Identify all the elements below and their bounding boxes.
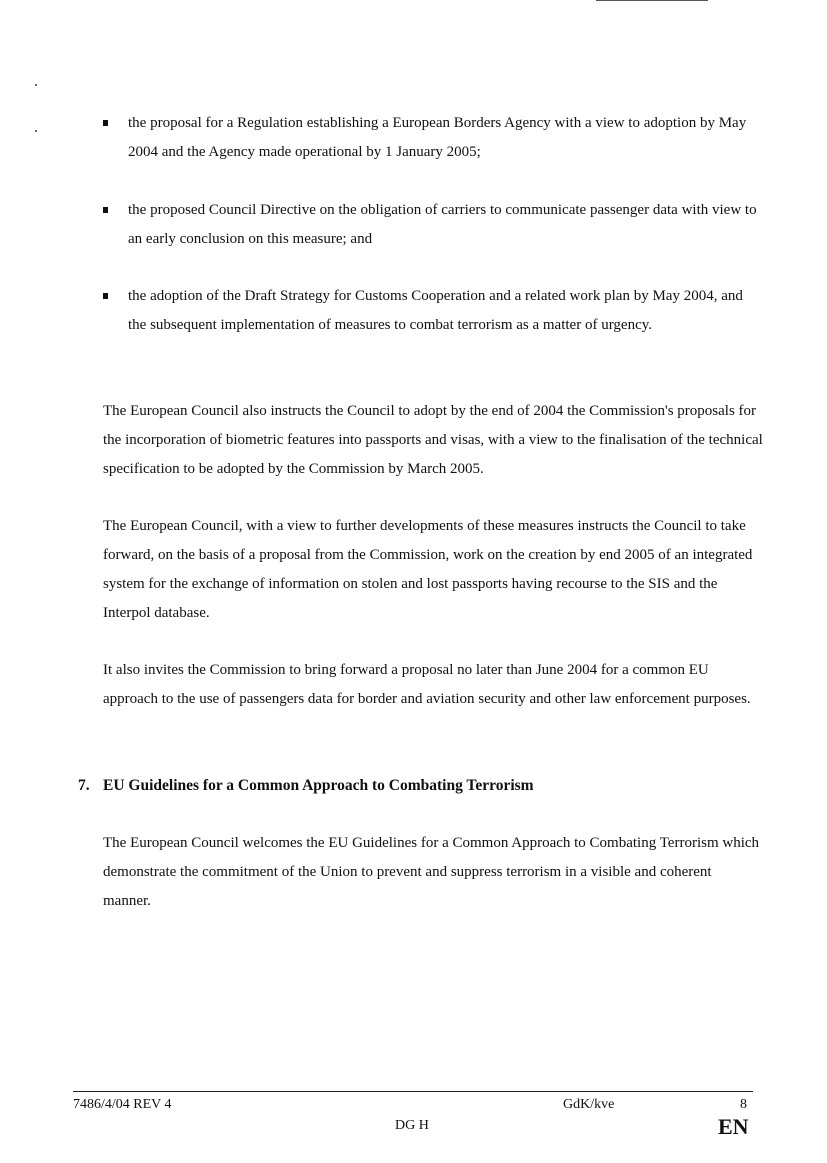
paragraph: It also invites the Commission to bring forward a proposal no later than June 2004 for a common EU approach to the use of passengers data for border and aviation security and other law enforcement purposes.	[103, 662, 751, 707]
footer-page-number: 8	[740, 1097, 747, 1112]
section-number: 7.	[78, 777, 90, 794]
bullet-square-icon	[103, 207, 108, 213]
bullet-square-icon	[103, 120, 108, 126]
top-rule	[596, 0, 708, 1]
footer-language: EN	[718, 1114, 749, 1139]
footer-initials: GdK/kve	[563, 1097, 615, 1112]
section-paragraph: The European Council welcomes the EU Guidelines for a Common Approach to Combating Terrorism which demonstrate the commitment of the Union to prevent and suppress terrorism in a visible and coherent manner.	[103, 835, 760, 909]
bullet-item	[103, 282, 763, 340]
scan-speck	[35, 130, 37, 132]
paragraph: The European Council, with a view to further developments of these measures instructs the Council to take forward, on the basis of a proposal from the Commission, work on the creation by end 2005 of an integrated system for the exchange of information on stolen and lost passports having recourse to the SIS and the Interpol database.	[103, 518, 753, 621]
paragraph: The European Council also instructs the Council to adopt by the end of 2004 the Commission's proposals for the incorporation of biometric features into passports and visas, with a view to the finalisation of the technical specification to be adopted by the Commission by March 2005.	[103, 403, 763, 477]
bullet-text: the proposal for a Regulation establishing a European Borders Agency with a view to adoption by May 2004 and the Agency made operational by 1 January 2005;	[128, 115, 747, 160]
section-heading	[78, 771, 534, 800]
footer-doc-ref: 7486/4/04 REV 4	[73, 1097, 172, 1112]
section-title: EU Guidelines for a Common Approach to Combating Terrorism	[103, 777, 534, 794]
bullet-item	[103, 196, 763, 254]
footer-rule	[73, 1091, 753, 1092]
scan-speck	[35, 84, 37, 86]
bullet-item	[103, 109, 763, 167]
bullet-text: the proposed Council Directive on the obligation of carriers to communicate passenger data with view to an early conclusion on this measure; and	[128, 202, 757, 247]
bullet-square-icon	[103, 293, 108, 299]
footer-dg: DG H	[395, 1118, 429, 1133]
bullet-text: the adoption of the Draft Strategy for Customs Cooperation and a related work plan by May 2004, and the subsequent implementation of measures to combat terrorism as a matter of urgency.	[128, 288, 743, 333]
